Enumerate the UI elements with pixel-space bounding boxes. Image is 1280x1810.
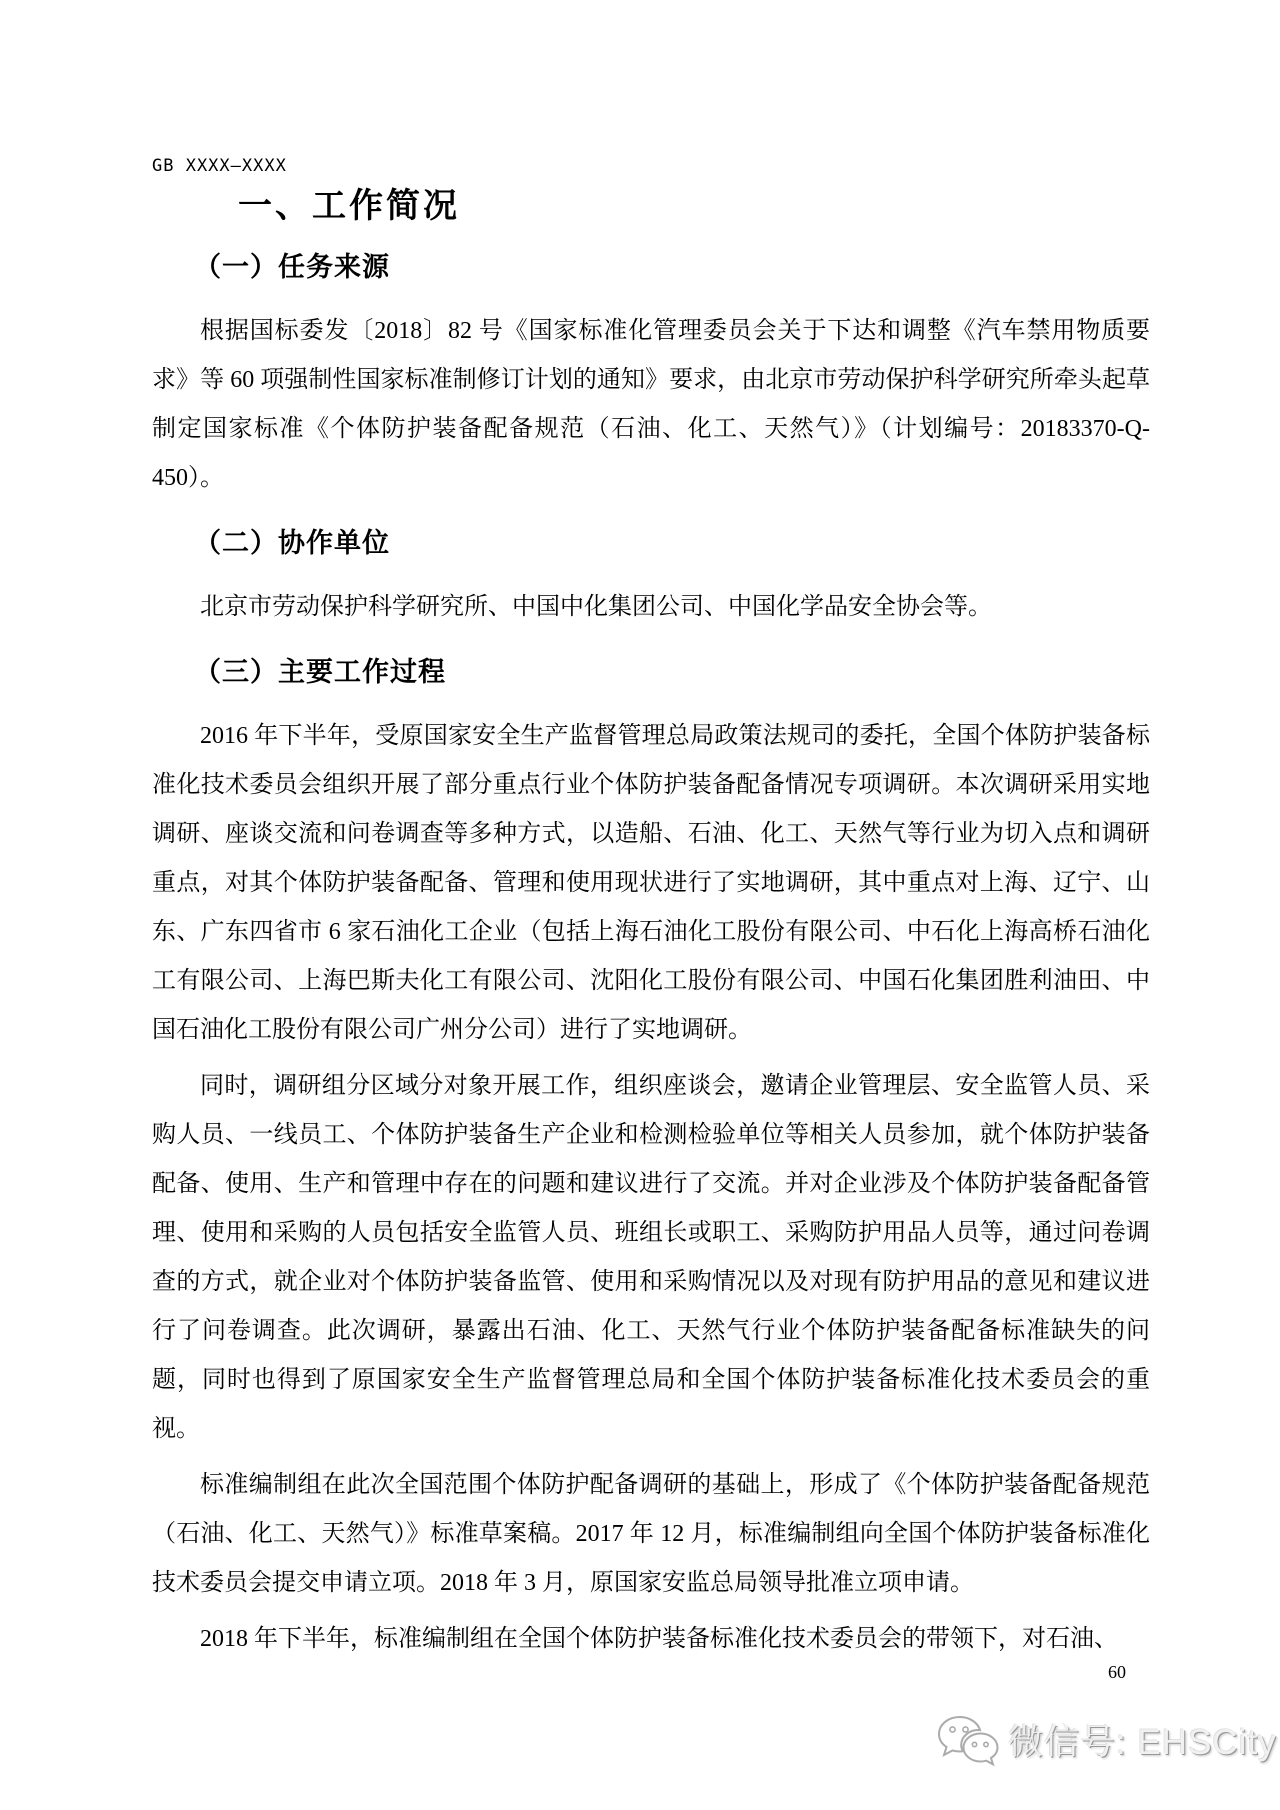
- document-title: 一、工作简况: [238, 187, 460, 225]
- document-sections: [152, 249, 1150, 1664]
- paragraph: 2018 年下半年，标准编制组在全国个体防护装备标准化技术委员会的带领下，对石油、: [200, 1626, 1118, 1652]
- page-number: 60: [1108, 1662, 1126, 1682]
- document-content: [152, 155, 1150, 1671]
- paragraph: 同时，调研组分区域分对象开展工作，组织座谈会，邀请企业管理层、安全监管人员、采购人员、一线员工、个体防护装备生产企业和检测检验单位等相关人员参加，就个体防护装备配备、使用、生产和管理中存在的问题和建议进行了交流。并对企业涉及个体防护装备配备管理、使用和采购的人员包括安全监管人员、班组长或职工、采购防护用品人员等，通过问卷调查的方式，就企业对个体防护装备监管、使用和采购情况以及对现有防护用品的意见和建议进行了问卷调查。此次调研，暴露出石油、化工、天然气行业个体防护装备配备标准缺失的问题，同时也得到了原国家安全生产监督管理总局和全国个体防护装备标准化技术委员会的重视。: [152, 1073, 1150, 1442]
- paragraph: 根据国标委发〔2018〕82 号《国家标准化管理委员会关于下达和调整《汽车禁用物质要求》等 60 项强制性国家标准制修订计划的通知》要求，由北京市劳动保护科学研究所牵头起草制定国家标准《个体防护装备配备规范（石油、化工、天然气）》（计划编号：20183370-Q-450）。: [152, 318, 1150, 491]
- paragraph: 标准编制组在此次全国范围个体防护配备调研的基础上，形成了《个体防护装备配备规范（石油、化工、天然气）》标准草案稿。2017 年 12 月，标准编制组向全国个体防护装备标准化技术委员会提交申请立项。2018 年 3 月，原国家安监总局领导批准立项申请。: [152, 1472, 1150, 1596]
- section-heading: （三）主要工作过程: [194, 657, 446, 687]
- watermark-text: 微信号: EHSCity: [1008, 1723, 1277, 1762]
- wechat-icon: [936, 1714, 1002, 1772]
- paragraph: 北京市劳动保护科学研究所、中国中化集团公司、中国化学品安全协会等。: [200, 594, 992, 620]
- section-heading: （二）协作单位: [194, 528, 390, 558]
- paragraph: 2016 年下半年，受原国家安全生产监督管理总局政策法规司的委托，全国个体防护装备标准化技术委员会组织开展了部分重点行业个体防护装备配备情况专项调研。本次调研采用实地调研、座谈交流和问卷调查等多种方式，以造船、石油、化工、天然气等行业为切入点和调研重点，对其个体防护装备配备、管理和使用现状进行了实地调研，其中重点对上海、辽宁、山东、广东四省市 6 家石油化工企业（包括上海石油化工股份有限公司、中石化上海高桥石油化工有限公司、上海巴斯夫化工有限公司、沈阳化工股份有限公司、中国石化集团胜利油田、中国石油化工股份有限公司广州分公司）进行了实地调研。: [152, 723, 1150, 1043]
- section-heading: （一）任务来源: [194, 252, 390, 282]
- watermark: [936, 1714, 1277, 1772]
- standard-code: GB XXXX—XXXX: [152, 156, 287, 176]
